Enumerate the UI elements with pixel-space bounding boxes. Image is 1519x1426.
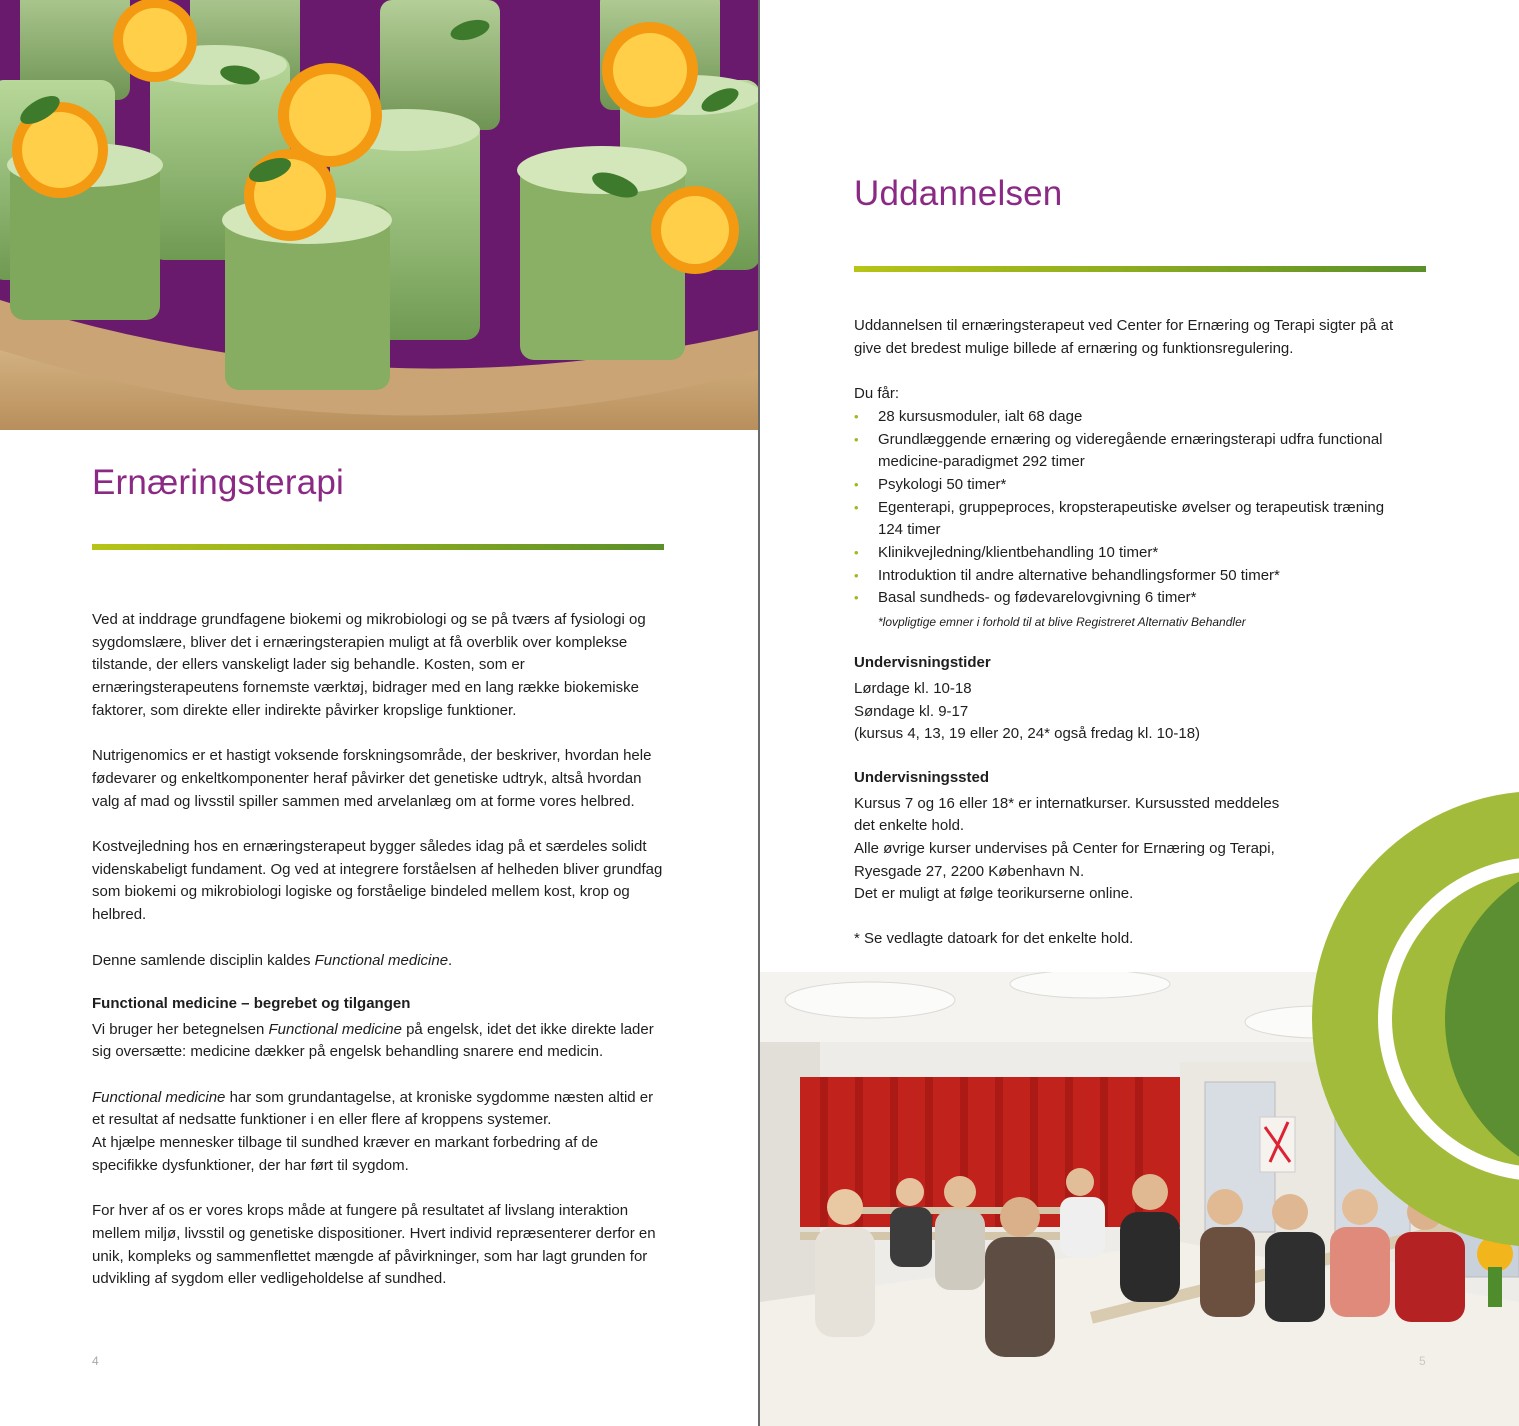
times-line: Søndage kl. 9-17 (854, 702, 969, 720)
left-page (0, 0, 759, 1426)
course-list (854, 406, 1394, 610)
bullet-icon: • (854, 590, 859, 606)
times-heading: Undervisningstider (854, 654, 991, 672)
place-line: Kursus 7 og 16 eller 18* er internatkurser. Kursussted meddeles (854, 794, 1280, 812)
list-item: • Egenterapi, gruppeproces, kropsterapeutiske øvelser og terapeutisk træning 124 timer (854, 498, 1385, 539)
intro-paragraph: Uddannelsen til ernæringsterapeut ved Center for Ernæring og Terapi sigter på at give det bredest mulige billede af ernæring og funktionsregulering. (854, 317, 1394, 357)
datasheet-note: * Se vedlagte datoark for det enkelte hold. (854, 930, 1134, 948)
times-line: (kursus 4, 13, 19 eller 20, 24* også fredag kl. 10-18) (854, 725, 1201, 743)
list-item: • Psykologi 50 timer* (854, 474, 1394, 497)
place-line: Ryesgade 27, 2200 København N. (854, 862, 1085, 880)
paragraph: Kostvejledning hos en ernæringsterapeut bygger således idag på et særdeles solidt videnskabeligt fundament. Og ved at integrere forståelsen af helheden bliver grundfag som biokemi og mikrobiologi logiske og forståelige bindeled mellem kost, krop og helbred. (92, 838, 663, 924)
bullet-icon: • (854, 476, 859, 492)
list-label: Du får: (854, 385, 900, 403)
page-title-ernaeringsterapi: Ernæringsterapi (92, 463, 344, 502)
bullet-icon: • (854, 431, 859, 447)
list-item: • Grundlæggende ernæring og videregående ernæringsterapi udfra functional medicine-paradigmet 292 timer (854, 430, 1383, 471)
subheading-functional-medicine: Functional medicine – begrebet og tilgangen (92, 994, 411, 1012)
paragraph: Functional medicine har som grundantagelse, at kroniske sygdomme næsten altid er et resultat af nedsatte funktioner i en eller flere af kroppens systemer. At hjælpe mennesker tilbage til sundhed kræver en markant forbedring af de specifikke dysfunktioner, der har ført til sygdom. (92, 1088, 654, 1174)
list-item: • Introduktion til andre alternative behandlingsformer 50 timer* (854, 565, 1394, 588)
place-line: Det er muligt at følge teorikurserne online. (854, 885, 1134, 903)
place-line: Alle øvrige kurser undervises på Center for Ernæring og Terapi, (854, 840, 1275, 858)
page-number-left: 4 (92, 1354, 99, 1368)
bullet-icon: • (854, 545, 859, 561)
heading-rule (854, 266, 1426, 272)
times-line: Lørdage kl. 10-18 (854, 679, 972, 697)
heading-rule (92, 544, 664, 550)
place-heading: Undervisningssted (854, 768, 990, 786)
bullet-icon: • (854, 499, 859, 515)
list-item: • 28 kursusmoduler, ialt 68 dage (854, 406, 1394, 429)
paragraph: Vi bruger her betegnelsen Functional medicine på engelsk, idet det ikke direkte lader sig oversætte: medicine dækker på engelsk behandling snarere end medicin. (92, 1020, 654, 1061)
list-item: • Klinikvejledning/klientbehandling 10 timer* (854, 542, 1394, 565)
place-line: det enkelte hold. (854, 817, 965, 835)
bullet-icon: • (854, 408, 859, 424)
circle-graphic (1310, 788, 1519, 1250)
left-body-text (92, 609, 667, 1314)
list-footnote: *lovpligtige emner i forhold til at blive Registreret Alternativ Behandler (878, 615, 1246, 630)
paragraph: Ved at inddrage grundfagene biokemi og mikrobiologi og se på tværs af fysiologi og sygdomslære, bliver det i ernæringsterapien muligt at få overblik over komplekse tilstande, der ellers vanskeligt lader sig behandle. Kosten, som er ernæringsterapeutens fornemste værktøj, bidrager med en lang række biokemiske faktorer, som direkte eller indirekte påvirker kropslige funktioner. (92, 611, 646, 719)
page-number-right: 5 (1419, 1354, 1426, 1368)
list-item: • Basal sundheds- og fødevarelovgivning 6 timer* (854, 587, 1394, 610)
paragraph: For hver af os er vores krops måde at fungere på resultatet af livslang interaktion mellem miljø, livsstil og genetiske dispositioner. Hvert individ repræsenterer derfor en unik, kompleks og sammenflettet mængde af påvirkninger, som har lagt grunden for udvikling af sygdom eller vedligeholdelse af sundhed. (92, 1202, 656, 1288)
smoothie-photo (0, 0, 759, 430)
page-title-uddannelsen: Uddannelsen (854, 174, 1063, 213)
paragraph-discipline: Denne samlende disciplin kaldes Functional medicine. (92, 951, 453, 969)
paragraph: Nutrigenomics er et hastigt voksende forskningsområde, der beskriver, hvordan hele fødevarer og enkeltkomponenter heraf påvirker det genetiske udtryk, altså hvordan valg af mad og livsstil spiller sammen med arvelanlæg om at forme vores helbred. (92, 747, 652, 810)
bullet-icon: • (854, 567, 859, 583)
